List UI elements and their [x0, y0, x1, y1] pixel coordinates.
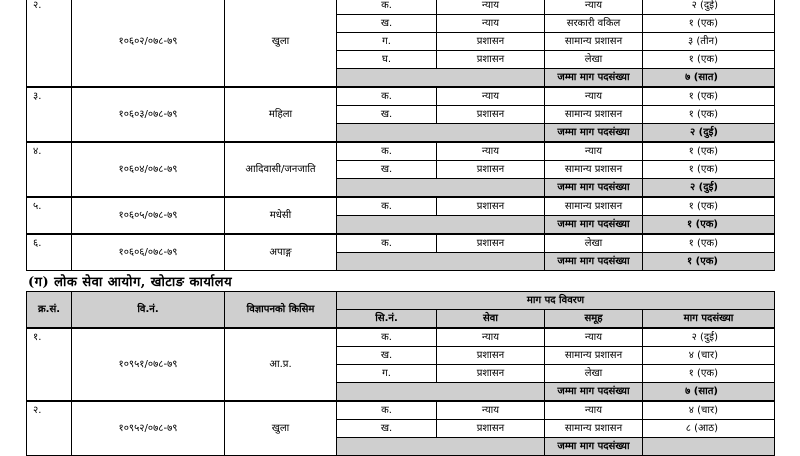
group-name: न्याय [545, 87, 643, 106]
sub-serial: ख. [337, 161, 437, 179]
table-row [27, 142, 775, 161]
post-count: १ (एक) [643, 365, 775, 383]
advertisement-number: १०६०२/०७८-७९ [72, 0, 225, 87]
sub-serial: ख. [337, 347, 437, 365]
service-name: प्रशासन [437, 347, 545, 365]
total-label: जम्मा माग पदसंख्या [545, 438, 643, 456]
header-sub-sn: सि.नं. [337, 310, 437, 329]
table-row [27, 87, 775, 106]
sub-serial: ग. [337, 365, 437, 383]
advertisement-type: आदिवासी/जनजाति [225, 142, 337, 197]
group-name: न्याय [545, 0, 643, 15]
total-count: ७ (सात) [643, 383, 775, 402]
total-blank [337, 216, 545, 235]
sub-serial: ग. [337, 33, 437, 51]
post-count: १ (एक) [643, 87, 775, 106]
group-name: लेखा [545, 51, 643, 69]
total-blank [337, 69, 545, 88]
demand-table-body [27, 328, 775, 456]
advertisement-type: आ.प्र. [225, 328, 337, 401]
service-name: न्याय [437, 87, 545, 106]
header-service: सेवा [437, 310, 545, 329]
total-label: जम्मा माग पदसंख्या [545, 69, 643, 88]
serial-number: ५. [27, 197, 72, 234]
serial-number: ४. [27, 142, 72, 197]
advertisement-type: खुला [225, 0, 337, 87]
total-count: ७ (सात) [643, 69, 775, 88]
demand-table-body [27, 0, 775, 271]
sub-serial: घ. [337, 51, 437, 69]
total-count: २ (दुई) [643, 124, 775, 143]
service-name: न्याय [437, 0, 545, 15]
sub-serial: क. [337, 234, 437, 253]
total-count: १ (एक) [643, 253, 775, 271]
header-ad-no: वि.नं. [72, 292, 225, 329]
group-name: सरकारी वकिल [545, 15, 643, 33]
advertisement-number: १०६०६/०७८-७९ [72, 234, 225, 271]
group-name: सामान्य प्रशासन [545, 161, 643, 179]
demand-table-previous [26, 0, 775, 271]
post-count: १ (एक) [643, 15, 775, 33]
total-count [643, 438, 775, 456]
header-count: माग पदसंख्या [643, 310, 775, 329]
service-name: प्रशासन [437, 33, 545, 51]
post-count: ४ (चार) [643, 347, 775, 365]
advertisement-number: १०९५१/०७८-७९ [72, 328, 225, 401]
post-count: १ (एक) [643, 197, 775, 216]
post-count: २ (दुई) [643, 0, 775, 15]
total-blank [337, 124, 545, 143]
sub-serial: क. [337, 328, 437, 347]
post-count: १ (एक) [643, 234, 775, 253]
service-name: प्रशासन [437, 51, 545, 69]
total-count: २ (दुई) [643, 179, 775, 198]
sub-serial: ख. [337, 106, 437, 124]
post-count: १ (एक) [643, 142, 775, 161]
serial-number: १. [27, 328, 72, 401]
service-name: प्रशासन [437, 365, 545, 383]
group-name: लेखा [545, 234, 643, 253]
header-sn: क्र.सं. [27, 292, 72, 329]
table-row [27, 401, 775, 420]
table-header [27, 292, 775, 329]
advertisement-number: १०६०५/०७८-७९ [72, 197, 225, 234]
service-name: प्रशासन [437, 106, 545, 124]
total-blank [337, 438, 545, 456]
service-name: न्याय [437, 142, 545, 161]
serial-number: २. [27, 0, 72, 87]
total-label: जम्मा माग पदसंख्या [545, 383, 643, 402]
total-label: जम्मा माग पदसंख्या [545, 124, 643, 143]
service-name: न्याय [437, 15, 545, 33]
service-name: न्याय [437, 328, 545, 347]
total-label: जम्मा माग पदसंख्या [545, 216, 643, 235]
table-row [27, 234, 775, 253]
total-blank [337, 383, 545, 402]
sub-serial: ख. [337, 420, 437, 438]
advertisement-number: १०९५२/०७८-७९ [72, 401, 225, 456]
advertisement-type: खुला [225, 401, 337, 456]
group-name: न्याय [545, 142, 643, 161]
header-ad-type: विज्ञापनको किसिम [225, 292, 337, 329]
post-count: ४ (चार) [643, 401, 775, 420]
sub-serial: क. [337, 87, 437, 106]
service-name: न्याय [437, 401, 545, 420]
table-row [27, 0, 775, 15]
total-blank [337, 253, 545, 271]
serial-number: ३. [27, 87, 72, 142]
group-name: लेखा [545, 365, 643, 383]
group-name: सामान्य प्रशासन [545, 420, 643, 438]
serial-number: ६. [27, 234, 72, 271]
header-group: समूह [545, 310, 643, 329]
sub-serial: क. [337, 0, 437, 15]
group-name: सामान्य प्रशासन [545, 347, 643, 365]
total-label: जम्मा माग पदसंख्या [545, 179, 643, 198]
post-count: ८ (आठ) [643, 420, 775, 438]
post-count: ३ (तीन) [643, 33, 775, 51]
service-name: प्रशासन [437, 420, 545, 438]
section-g-title: (ग) लोक सेवा आयोग, खोटाङ कार्यालय [28, 275, 233, 290]
post-count: १ (एक) [643, 51, 775, 69]
sub-serial: क. [337, 142, 437, 161]
sub-serial: क. [337, 401, 437, 420]
total-blank [337, 179, 545, 198]
total-count: १ (एक) [643, 216, 775, 235]
post-count: १ (एक) [643, 161, 775, 179]
advertisement-number: १०६०४/०७८-७९ [72, 142, 225, 197]
sub-serial: ख. [337, 15, 437, 33]
post-count: २ (दुई) [643, 328, 775, 347]
post-count: १ (एक) [643, 106, 775, 124]
header-demand-detail: माग पद विवरण [337, 292, 775, 310]
group-name: न्याय [545, 401, 643, 420]
advertisement-type: अपाङ्ग [225, 234, 337, 271]
advertisement-type: महिला [225, 87, 337, 142]
sub-serial: क. [337, 197, 437, 216]
group-name: सामान्य प्रशासन [545, 197, 643, 216]
advertisement-number: १०६०३/०७८-७९ [72, 87, 225, 142]
service-name: प्रशासन [437, 234, 545, 253]
group-name: सामान्य प्रशासन [545, 33, 643, 51]
service-name: प्रशासन [437, 197, 545, 216]
table-row [27, 328, 775, 347]
serial-number: २. [27, 401, 72, 456]
demand-table-khotang [26, 291, 775, 456]
service-name: प्रशासन [437, 161, 545, 179]
group-name: सामान्य प्रशासन [545, 106, 643, 124]
table-row [27, 197, 775, 216]
advertisement-type: मधेसी [225, 197, 337, 234]
group-name: न्याय [545, 328, 643, 347]
total-label: जम्मा माग पदसंख्या [545, 253, 643, 271]
